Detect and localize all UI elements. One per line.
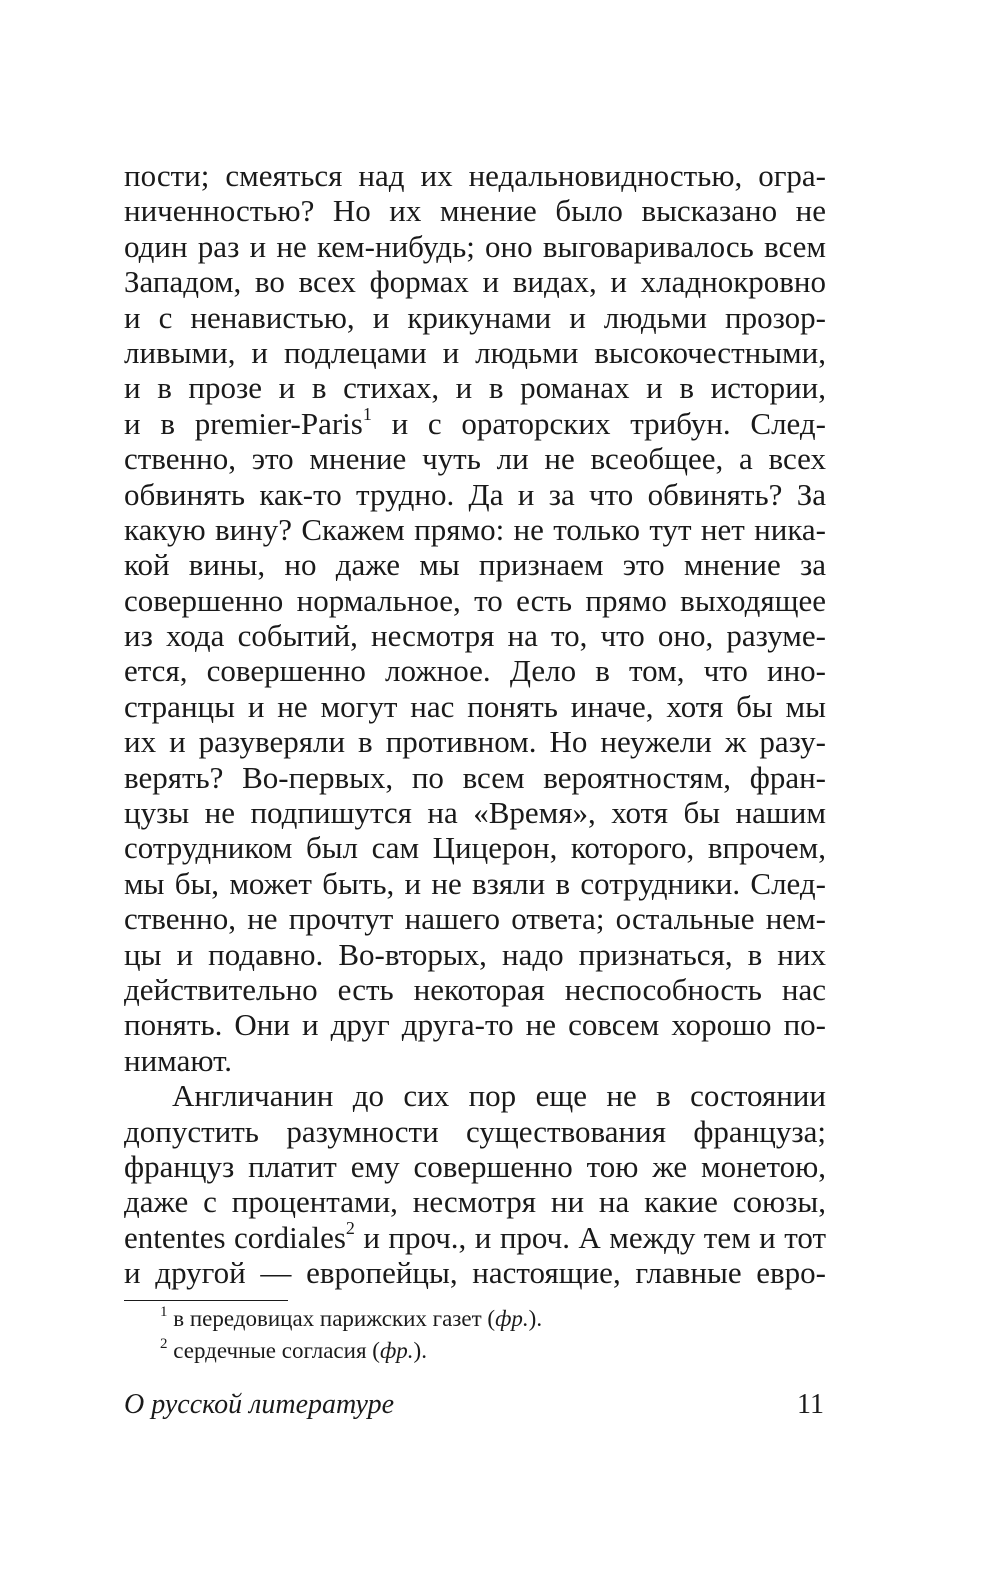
- text-line: пости; смеяться над их недальновидностью, огра-: [124, 158, 826, 193]
- text-line: француз платит ему совершенно тою же монетою,: [124, 1148, 826, 1184]
- text-line: один раз и не кем-нибудь; оно выговаривалось всем: [124, 228, 826, 264]
- text-line: из хода событий, несмотря на то, что оно, разуме-: [124, 618, 826, 654]
- footnote-text: ).: [528, 1306, 543, 1331]
- text-line: нимают.: [124, 1042, 233, 1078]
- footnote-text: в передовицах парижских газет (: [167, 1306, 496, 1331]
- footnote-text: сердечные согласия (: [167, 1338, 380, 1363]
- text-line: верять? Во-первых, по всем вероятностям, фран-: [124, 759, 826, 795]
- text-line: кой вины, но даже мы признаем это мнение за: [124, 547, 826, 583]
- text-line: Англичанин до сих пор еще не в состоянии: [172, 1078, 826, 1114]
- text-line: и с ненавистью, и крикунами и людьми прозор-: [124, 299, 826, 335]
- footnote-ref-2[interactable]: 2: [345, 1218, 355, 1239]
- text-line: ственно, не прочтут нашего ответа; остальные нем-: [124, 901, 826, 937]
- body-paragraphs: [124, 158, 826, 1291]
- text-line: Западом, во всех формах и видах, и хладнокровно: [124, 264, 826, 300]
- footnote-ref-1[interactable]: 1: [362, 404, 372, 425]
- text-line: и в прозе и в стихах, и в романах и в истории,: [124, 370, 826, 406]
- main-text: [124, 158, 826, 1291]
- text-line: странцы и не могут нас понять иначе, хотя бы мы: [124, 688, 826, 724]
- text-line: понять. Они и друг друга-то не совсем хорошо по-: [124, 1007, 826, 1043]
- line-text: и проч., и проч. А между тем и тот: [354, 1219, 826, 1255]
- text-line: ственно, это мнение чуть ли не всеобщее, а всех: [124, 441, 826, 477]
- text-line: и другой — европейцы, настоящие, главные евро-: [124, 1255, 826, 1291]
- footnote-2: [160, 1335, 820, 1367]
- text-line: сотрудником был сам Цицерон, которого, впрочем,: [124, 830, 826, 866]
- text-line: даже с процентами, несмотря ни на какие союзы,: [124, 1184, 826, 1220]
- line-text: ententes cordiales: [124, 1219, 346, 1255]
- text-line: цы и подавно. Во-вторых, надо признаться, в них: [124, 936, 826, 972]
- line-text: и в premier-Paris: [124, 405, 363, 441]
- text-line: действительно есть некоторая неспособность нас: [124, 971, 826, 1007]
- running-title: О русской литературе: [124, 1389, 395, 1420]
- text-line: какую вину? Скажем прямо: не только тут нет ника-: [124, 511, 826, 547]
- text-line: их и разуверяли в противном. Но неужели ж разу-: [124, 724, 826, 760]
- footnote-mark: 1: [160, 1304, 168, 1321]
- footnote-mark: 2: [160, 1336, 168, 1353]
- text-line: мы бы, может быть, и не взяли в сотрудники. След-: [124, 865, 826, 901]
- footnotes: [160, 1303, 820, 1367]
- footnote-1: [160, 1303, 820, 1335]
- text-line: ниченностью? Но их мнение было высказано не: [124, 193, 826, 229]
- text-line: [124, 1220, 826, 1255]
- footnote-text: ).: [413, 1338, 427, 1363]
- page-number: 11: [797, 1389, 824, 1420]
- text-line: ется, совершенно ложное. Дело в том, что ино-: [124, 653, 826, 689]
- line-text: и с ораторских трибун. След-: [371, 405, 826, 441]
- footnote-lang: фр.: [495, 1306, 529, 1331]
- text-line: [124, 406, 826, 441]
- text-line: ливыми, и подлецами и людьми высокочестными,: [124, 334, 826, 370]
- text-line: совершенно нормальное, то есть прямо выходящее: [124, 582, 826, 618]
- footnote-lang: фр.: [379, 1338, 414, 1363]
- text-line: обвинять как-то трудно. Да и за что обвинять? За: [124, 476, 826, 512]
- text-line: цузы не подпишутся на «Время», хотя бы нашим: [124, 795, 826, 831]
- footnote-divider: [124, 1300, 288, 1301]
- text-line: допустить разумности существования француза;: [124, 1113, 826, 1149]
